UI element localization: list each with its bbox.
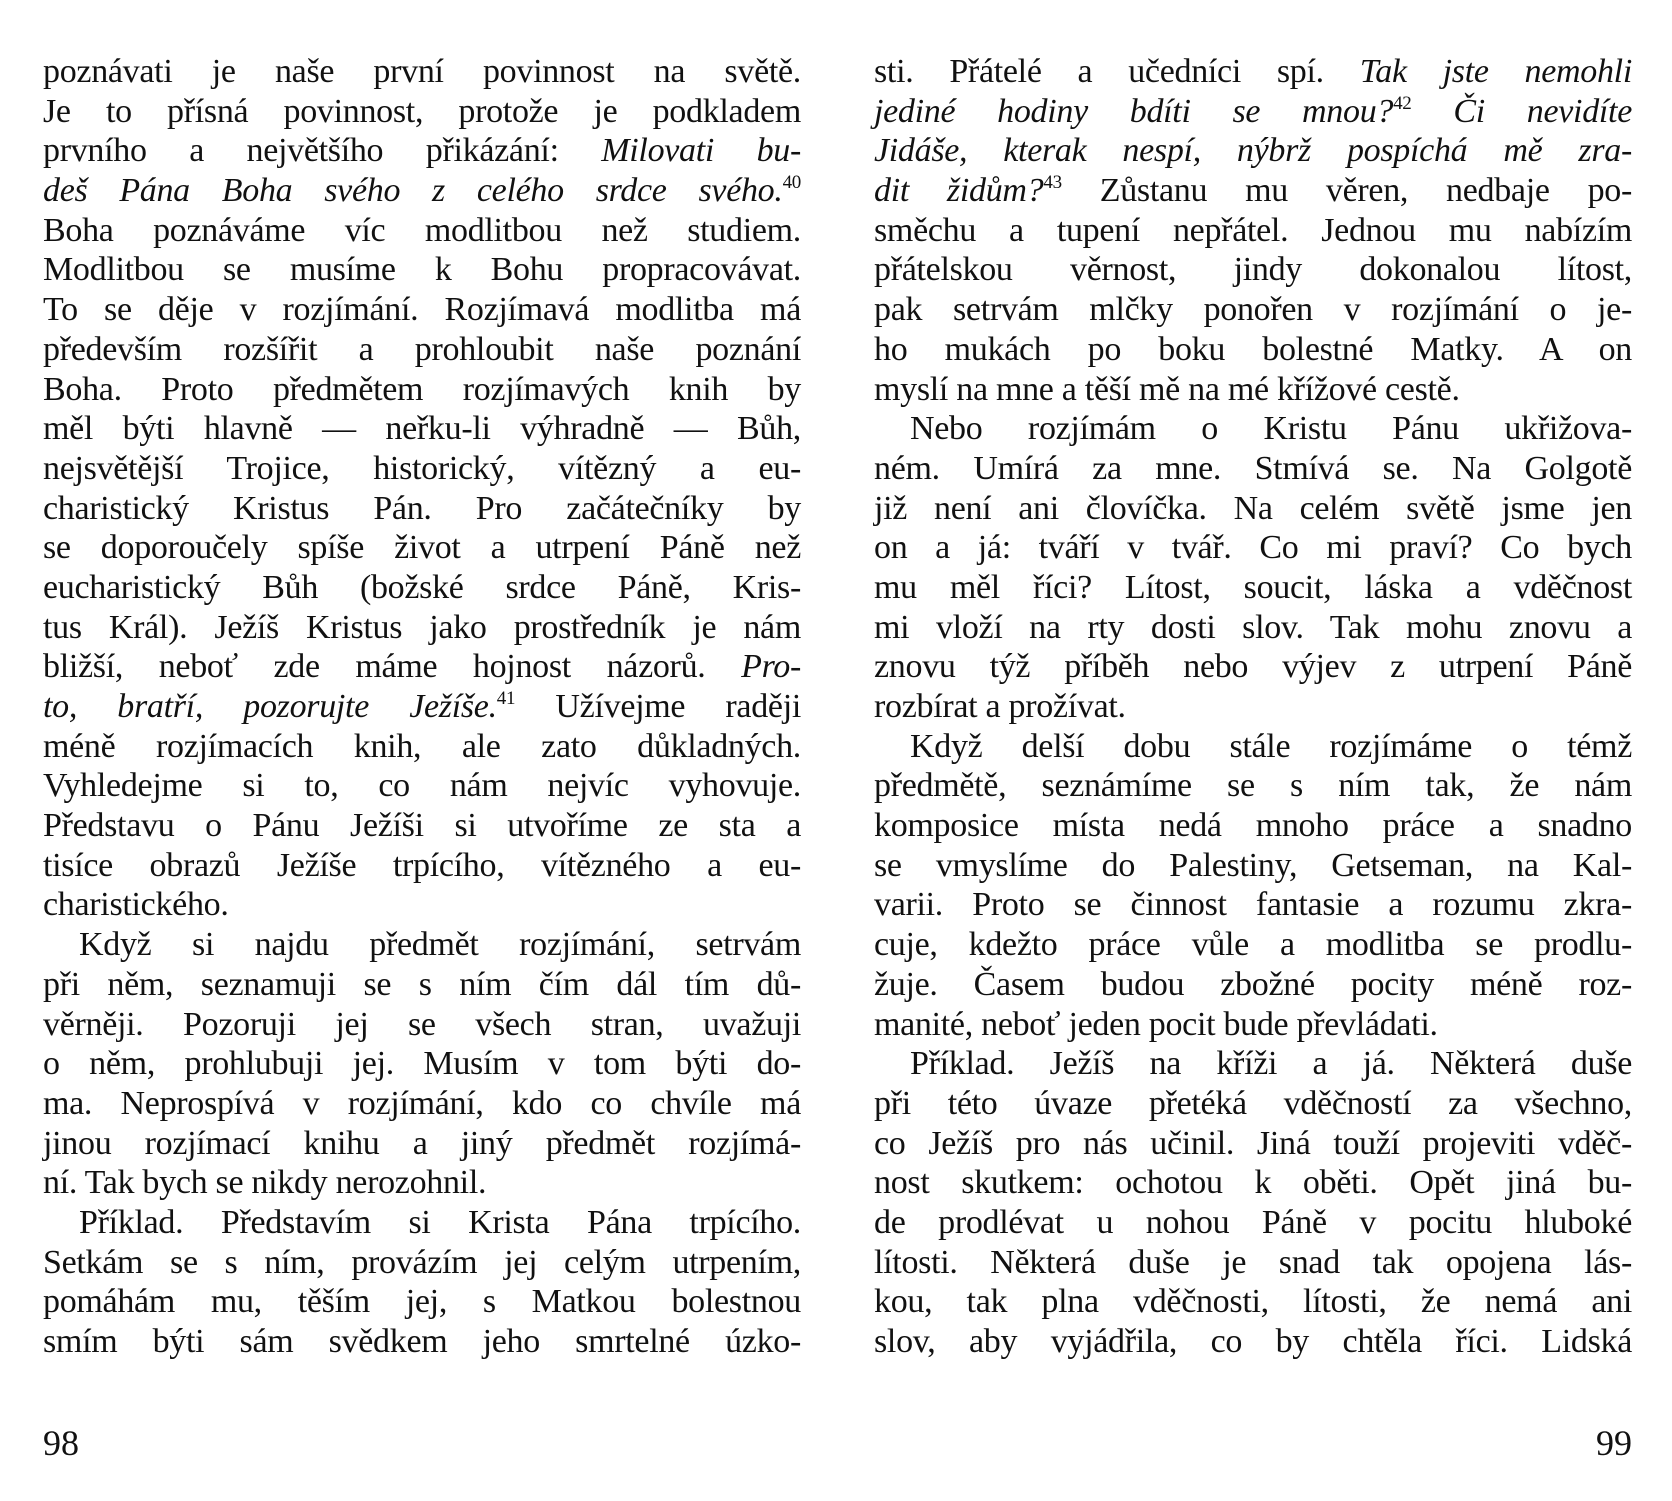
text-line xyxy=(43,1243,801,1283)
text-segment: to, bratří, pozorujte Ježíše. xyxy=(43,688,497,725)
text-segment: prvního a největšího přikázání: xyxy=(43,132,602,170)
text-line xyxy=(43,131,801,171)
text-segment: pomáhám mu, těším jej, s Matkou bolestnou xyxy=(43,1283,801,1321)
text-line xyxy=(874,250,1632,290)
text-segment: se vmyslíme do Palestiny, Getseman, na Kal- xyxy=(874,846,1632,884)
footnote-ref: 40 xyxy=(782,172,801,194)
text-segment: Představu o Pánu Ježíši si utvoříme ze sta a xyxy=(43,807,801,845)
text-segment: Či nevidíte xyxy=(1411,92,1632,130)
left-page-text xyxy=(43,52,801,1362)
text-line xyxy=(43,925,801,965)
text-segment: dit židům? xyxy=(874,172,1044,210)
text-segment: přátelskou věrnost, jindy dokonalou lítost, xyxy=(874,251,1632,289)
text-segment: Příklad. Ježíš na kříži a já. Některá duše xyxy=(910,1045,1632,1083)
text-segment: věrněji. Pozoruji jej se všech stran, uvažuji xyxy=(43,1005,801,1043)
text-line xyxy=(43,489,801,529)
text-segment: Boha poznáváme víc modlitbou než studiem. xyxy=(43,211,801,249)
text-segment: bližší, neboť zde máme hojnost názorů. xyxy=(43,648,742,686)
text-line xyxy=(874,647,1632,687)
text-segment: tus Král). Ježíš Kristus jako prostředník je nám xyxy=(43,608,801,646)
text-line xyxy=(874,1243,1632,1283)
text-segment: jediné hodiny bdíti se mnou? xyxy=(874,92,1394,130)
text-line xyxy=(43,806,801,846)
text-line xyxy=(874,1203,1632,1243)
text-line xyxy=(874,409,1632,449)
text-line xyxy=(874,449,1632,489)
text-segment: Vyhledejme si to, co nám nejvíc vyhovuje. xyxy=(43,767,801,805)
text-line xyxy=(43,1282,801,1322)
text-segment: méně rozjímacích knih, ale zato důkladných. xyxy=(43,727,801,765)
text-segment: při této úvaze přetéká vděčností za všechno, xyxy=(874,1084,1632,1122)
text-line xyxy=(874,846,1632,886)
text-segment: předmětě, seznámíme se s ním tak, že nám xyxy=(874,767,1632,805)
text-segment: kou, tak plna vděčnosti, lítosti, že nemá ani xyxy=(874,1283,1632,1321)
text-line xyxy=(43,727,801,767)
text-line xyxy=(874,1282,1632,1322)
text-line xyxy=(43,1163,801,1203)
text-line xyxy=(43,52,801,92)
text-segment: Boha. Proto předmětem rozjímavých knih by xyxy=(43,370,801,408)
footnote-ref: 42 xyxy=(1393,92,1412,114)
text-segment: mi vloží na rty dosti slov. Tak mohu znovu a xyxy=(874,608,1632,646)
text-line xyxy=(43,1203,801,1243)
text-line xyxy=(874,370,1632,410)
text-segment: směchu a tupení nepřátel. Jednou mu nabízím xyxy=(874,211,1632,249)
text-segment: měl býti hlavně — neřku-li výhradně — Bůh, xyxy=(43,410,801,448)
text-segment: myslí na mne a těší mě na mé křížové cestě. xyxy=(874,370,1460,408)
text-line xyxy=(43,1044,801,1084)
text-line xyxy=(43,449,801,489)
text-line xyxy=(43,608,801,648)
text-segment: při něm, seznamuji se s ním čím dál tím dů- xyxy=(43,965,801,1003)
text-segment: nost skutkem: ochotou k oběti. Opět jiná bu- xyxy=(874,1164,1632,1202)
text-line xyxy=(874,727,1632,767)
text-segment: Je to přísná povinnost, protože je podkladem xyxy=(43,92,801,130)
text-line xyxy=(43,965,801,1005)
text-segment: žuje. Časem budou zbožné pocity méně roz- xyxy=(874,965,1632,1003)
text-line xyxy=(874,92,1632,132)
text-segment: Modlitbou se musíme k Bohu propracovávat. xyxy=(43,251,801,289)
text-segment: mu měl říci? Lítost, soucit, láska a vděčnost xyxy=(874,568,1632,606)
text-segment: charistický Kristus Pán. Pro začátečníky by xyxy=(43,489,801,527)
text-segment: Nebo rozjímám o Kristu Pánu ukřižova- xyxy=(910,410,1632,448)
text-line xyxy=(43,528,801,568)
right-page-text xyxy=(874,52,1632,1362)
text-line xyxy=(874,290,1632,330)
text-line xyxy=(874,211,1632,251)
text-line xyxy=(874,568,1632,608)
text-line xyxy=(874,1322,1632,1362)
text-line xyxy=(43,766,801,806)
text-line xyxy=(43,92,801,132)
text-line xyxy=(874,489,1632,529)
text-segment: manité, neboť jeden pocit bude převládati. xyxy=(874,1005,1438,1043)
text-segment: Když si najdu předmět rozjímání, setrvám xyxy=(79,926,801,964)
text-segment: znovu týž příběh nebo výjev z utrpení Páně xyxy=(874,648,1632,686)
text-segment: slov, aby vyjádřila, co by chtěla říci. Lidská xyxy=(874,1323,1632,1360)
text-segment: tisíce obrazů Ježíše trpícího, vítězného a eu- xyxy=(43,846,801,884)
text-line xyxy=(43,1005,801,1045)
page-number-right: 99 xyxy=(1596,1423,1632,1463)
text-segment: charistického. xyxy=(43,886,229,924)
text-line xyxy=(874,1163,1632,1203)
text-segment: rozbírat a prožívat. xyxy=(874,688,1126,725)
text-segment: de prodlévat u nohou Páně v pocitu hluboké xyxy=(874,1203,1632,1241)
text-segment: pak setrvám mlčky ponořen v rozjímání o je- xyxy=(874,291,1632,329)
text-segment: nejsvětější Trojice, historický, vítězný a eu- xyxy=(43,449,801,487)
text-line xyxy=(874,806,1632,846)
text-line xyxy=(874,687,1632,727)
text-segment: ném. Umírá za mne. Stmívá se. Na Golgotě xyxy=(874,449,1632,487)
text-line xyxy=(43,885,801,925)
text-line xyxy=(874,1005,1632,1045)
text-line xyxy=(43,211,801,251)
text-line xyxy=(43,846,801,886)
text-line xyxy=(874,608,1632,648)
text-segment: smím býti sám svědkem jeho smrtelné úzko- xyxy=(43,1323,801,1360)
text-line xyxy=(874,965,1632,1005)
text-segment: Setkám se s ním, provázím jej celým utrpením, xyxy=(43,1243,801,1281)
text-line xyxy=(43,290,801,330)
text-line xyxy=(874,1124,1632,1164)
text-segment: on a já: tváří v tvář. Co mi praví? Co bych xyxy=(874,529,1632,567)
text-line xyxy=(874,925,1632,965)
text-segment: Když delší dobu stále rozjímáme o témž xyxy=(910,727,1632,765)
text-line xyxy=(43,1124,801,1164)
text-line xyxy=(874,885,1632,925)
text-line xyxy=(43,370,801,410)
text-segment: Milovati bu- xyxy=(601,132,801,170)
text-line xyxy=(874,330,1632,370)
text-line xyxy=(43,1084,801,1124)
text-segment: poznávati je naše první povinnost na světě. xyxy=(43,53,801,90)
text-line xyxy=(43,568,801,608)
page-number-left: 98 xyxy=(43,1423,79,1463)
text-line xyxy=(43,409,801,449)
text-line xyxy=(43,1322,801,1362)
text-segment: Užívejme raději xyxy=(515,688,802,725)
footnote-ref: 41 xyxy=(496,688,516,709)
text-segment: ní. Tak bych se nikdy nerozohnil. xyxy=(43,1164,487,1202)
text-segment: Zůstanu mu věren, nedbaje po- xyxy=(1061,172,1633,210)
text-segment: jinou rozjímací knihu a jiný předmět rozjímá- xyxy=(43,1124,801,1162)
text-segment: ma. Neprospívá v rozjímání, kdo co chvíle má xyxy=(43,1084,801,1122)
text-line xyxy=(874,171,1632,211)
text-segment: deš Pána Boha svého z celého srdce svého. xyxy=(43,172,783,210)
text-line xyxy=(874,528,1632,568)
text-segment: varii. Proto se činnost fantasie a rozumu zkra- xyxy=(874,886,1632,924)
text-segment: ho mukách po boku bolestné Matky. A on xyxy=(874,330,1632,368)
text-segment: Jidáše, kterak nespí, nýbrž pospíchá mě zra- xyxy=(874,132,1632,170)
text-line xyxy=(874,1044,1632,1084)
text-line xyxy=(874,1084,1632,1124)
text-segment: Tak jste nemohli xyxy=(1359,53,1632,90)
text-segment: se doporoučely spíše život a utrpení Páně než xyxy=(43,529,801,567)
text-line xyxy=(43,250,801,290)
text-segment: Pro- xyxy=(741,648,801,686)
text-line xyxy=(43,330,801,370)
footnote-ref: 43 xyxy=(1043,172,1062,194)
text-line xyxy=(43,647,801,687)
text-line xyxy=(874,131,1632,171)
text-segment: cuje, kdežto práce vůle a modlitba se prodlu- xyxy=(874,926,1632,964)
text-segment: To se děje v rozjímání. Rozjímavá modlitba má xyxy=(43,291,801,329)
text-line xyxy=(874,766,1632,806)
text-segment: již není ani človíčka. Na celém světě jsme jen xyxy=(874,489,1632,527)
text-line xyxy=(43,687,801,727)
text-segment: komposice místa nedá mnoho práce a snadno xyxy=(874,807,1632,845)
text-segment: především rozšířit a prohloubit naše poznání xyxy=(43,330,801,368)
text-segment: Příklad. Představím si Krista Pána trpícího. xyxy=(79,1203,801,1241)
text-segment: lítosti. Některá duše je snad tak opojena lás- xyxy=(874,1243,1632,1281)
text-segment: o něm, prohlubuji jej. Musím v tom býti do- xyxy=(43,1045,801,1083)
text-line xyxy=(43,171,801,211)
text-segment: sti. Přátelé a učedníci spí. xyxy=(874,53,1360,90)
text-segment: co Ježíš pro nás učinil. Jiná touží projeviti vděč- xyxy=(874,1124,1632,1162)
text-segment: eucharistický Bůh (božské srdce Páně, Kris- xyxy=(43,568,801,606)
text-line xyxy=(874,52,1632,92)
